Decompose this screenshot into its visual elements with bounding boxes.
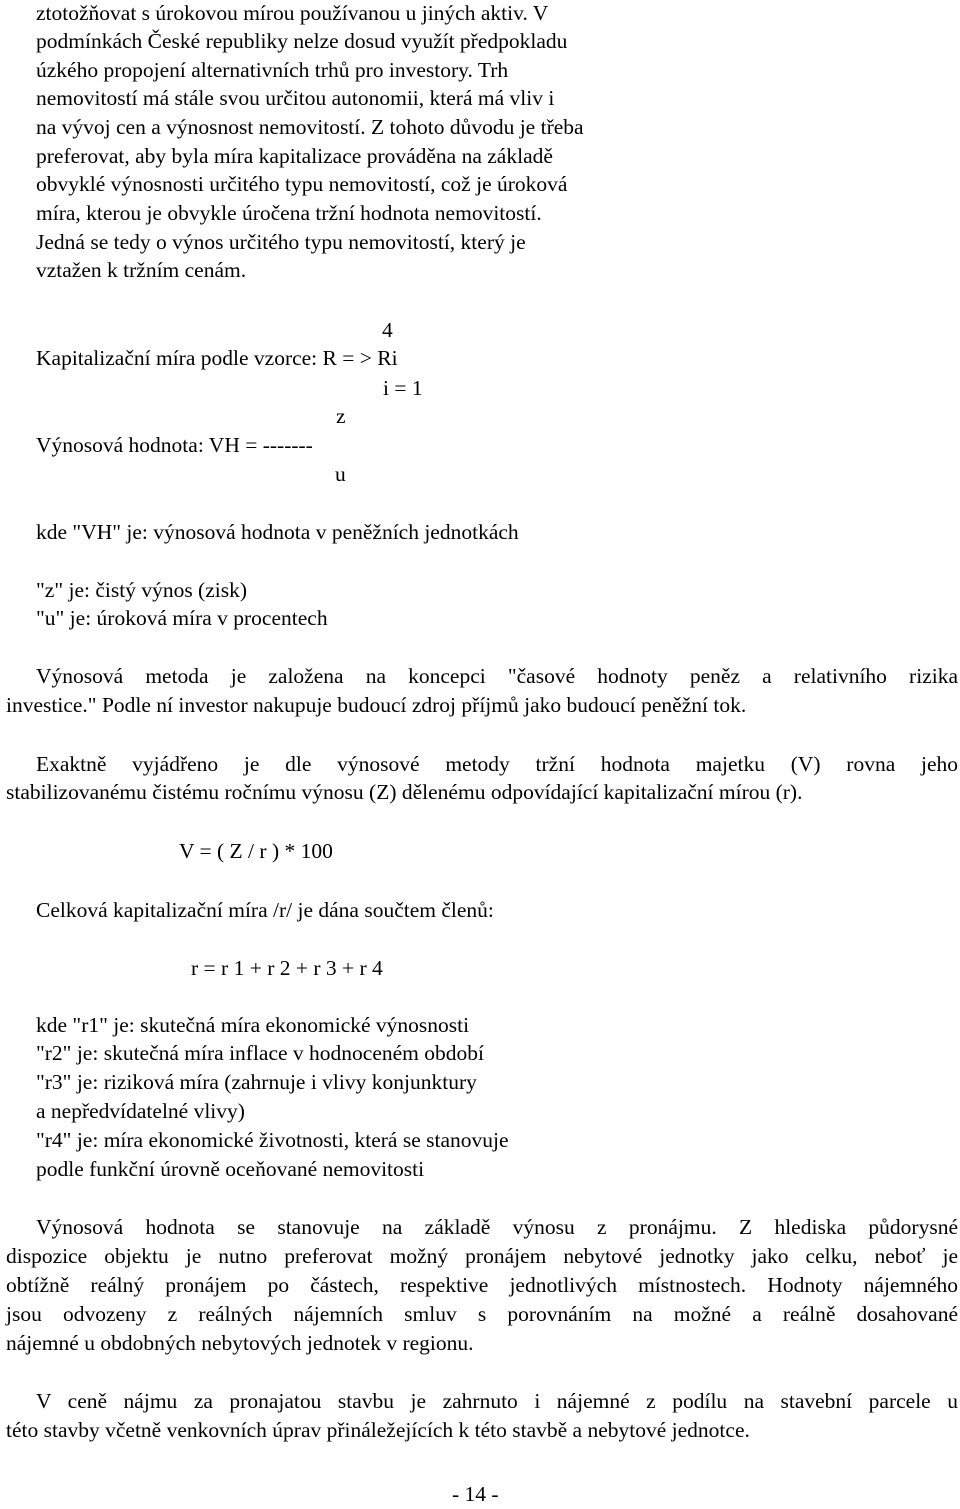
text-line: Jedná se tedy o výnos určitého typu nemovitostí, který je	[36, 230, 526, 254]
formula-denominator: u	[335, 462, 346, 486]
sum-upper-limit: 4	[382, 318, 393, 342]
text-line: investice." Podle ní investor nakupuje budoucí zdroj příjmů jako budoucí peněžní tok.	[6, 693, 747, 717]
text-line: podmínkách České republiky nelze dosud využít předpokladu	[36, 29, 568, 53]
total-rate-intro: Celková kapitalizační míra /r/ je dána součtem členů:	[36, 898, 494, 922]
text-line: vztažen k tržním cenám.	[36, 258, 247, 282]
formula-label: Kapitalizační míra podle vzorce: R = > Ri	[36, 346, 398, 370]
definition-item: a nepředvídatelné vlivy)	[36, 1099, 245, 1123]
text-line: Exaktně vyjádřeno je dle výnosové metody tržní hodnota majetku (V) rovna jeho	[36, 752, 958, 776]
definition-item: "z" je: čistý výnos (zisk)	[36, 578, 248, 602]
text-line: míra, kterou je obvykle úročena tržní hodnota nemovitostí.	[36, 201, 542, 225]
text-line: nemovitostí má stále svou určitou autonomii, která má vliv i	[36, 86, 555, 110]
text-line: V ceně nájmu za pronajatou stavbu je zahrnuto i nájemné z podílu na stavební parcele u	[36, 1389, 958, 1413]
definition-item: kde "r1" je: skutečná míra ekonomické výnosnosti	[36, 1013, 470, 1037]
text-line: nájemné u obdobných nebytových jednotek v regionu.	[6, 1331, 474, 1355]
text-line: jsou odvozeny z reálných nájemních smluv s porovnáním na možné a reálně dosahované	[6, 1302, 958, 1326]
definition-item: kde "VH" je: výnosová hodnota v peněžních jednotkách	[36, 520, 519, 544]
definition-item: "r3" je: riziková míra (zahrnuje i vlivy konjunktury	[36, 1070, 477, 1094]
text-line: obvyklé výnosnosti určitého typu nemovitostí, což je úroková	[36, 172, 568, 196]
definition-item: podle funkční úrovně oceňované nemovitosti	[36, 1157, 425, 1181]
text-line: úzkého propojení alternativních trhů pro investory. Trh	[36, 58, 509, 82]
formula-label: Výnosová hodnota: VH = -------	[36, 433, 313, 457]
text-line: preferovat, aby byla míra kapitalizace prováděna na základě	[36, 144, 553, 168]
text-line: Výnosová hodnota se stanovuje na základě výnosu z pronájmu. Z hlediska půdorysné	[36, 1215, 958, 1239]
market-value-formula: V = ( Z / r ) * 100	[179, 839, 333, 863]
rate-sum-formula: r = r 1 + r 2 + r 3 + r 4	[191, 956, 383, 980]
page-number: - 14 -	[452, 1482, 499, 1506]
text-line: obtížně reálný pronájem po částech, respektive jednotlivých místnostech. Hodnoty nájemného	[6, 1273, 958, 1297]
formula-numerator: z	[336, 404, 346, 428]
definition-item: "u" je: úroková míra v procentech	[36, 606, 328, 630]
text-line: této stavby včetně venkovních úprav přináležejících k této stavbě a nebytové jednotce.	[6, 1418, 750, 1442]
definition-item: "r2" je: skutečná míra inflace v hodnoceném období	[36, 1041, 485, 1065]
sum-lower-limit: i = 1	[383, 376, 423, 400]
definition-item: "r4" je: míra ekonomické životnosti, která se stanovuje	[36, 1128, 509, 1152]
text-line: na vývoj cen a výnosnost nemovitostí. Z tohoto důvodu je třeba	[36, 115, 584, 139]
text-line: stabilizovanému čistému ročnímu výnosu (Z) dělenému odpovídající kapitalizační mírou (r).	[6, 780, 803, 804]
text-line: ztotožňovat s úrokovou mírou používanou u jiných aktiv. V	[36, 1, 549, 25]
text-line: Výnosová metoda je založena na koncepci "časové hodnoty peněz a relativního rizika	[36, 664, 958, 688]
text-line: dispozice objektu je nutno preferovat možný pronájem nebytové jednotky jako celku, neboť je	[6, 1244, 958, 1268]
